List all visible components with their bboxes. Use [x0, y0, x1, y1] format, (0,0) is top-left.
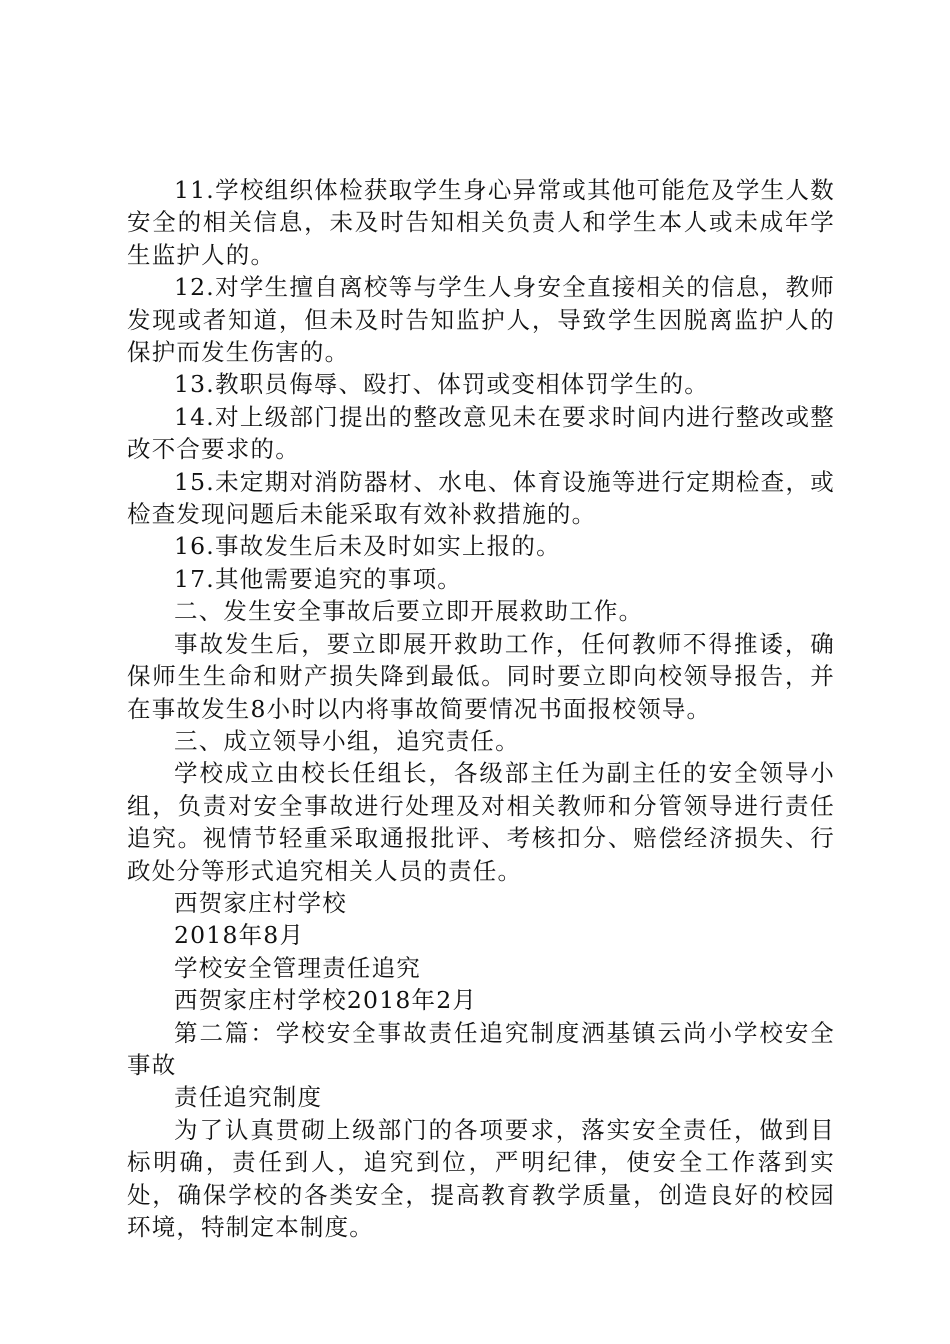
section-heading-3: 三、成立领导小组，追究责任。: [174, 726, 520, 755]
section-heading-2: 二、发生安全事故后要立即开展救助工作。: [174, 597, 644, 626]
part-two-intro: 为了认真贯砌上级部门的各项要求，落实安全责任，做到目标明确，责任到人，追究到位，严明纪律，使安全工作落到实处，确保学校的各类安全，提高教育教学质量，创造良好的校园环境，特制定本制度。: [127, 1115, 835, 1241]
paragraph-item-17: 17.其他需要追究的事项。: [174, 564, 462, 593]
document-body: [127, 174, 835, 1243]
paragraph-item-12: 12.对学生擅自离校等与学生人身安全直接相关的信息，教师发现或者知道，但未及时告知监护人，导致学生因脱离监护人的保护而发生伤害的。: [127, 273, 835, 367]
document-school-date: 西贺家庄村学校2018年2月: [174, 986, 478, 1015]
part-two-heading: 第二篇：学校安全事故责任追究制度洒基镇云尚小学校安全事故: [127, 1018, 835, 1079]
section-3-body: 学校成立由校长任组长，各级部主任为副主任的安全领导小组，负责对安全事故进行处理及对相关教师和分管领导进行责任追究。视情节轻重采取通报批评、考核扣分、赔偿经济损失、行政处分等形式追究相关人员的责任。: [127, 759, 835, 885]
paragraph-item-15: 15.未定期对消防器材、水电、体育设施等进行定期检查，或检查发现问题后未能采取有效补救措施的。: [127, 467, 835, 529]
paragraph-item-13: 13.教职员侮辱、殴打、体罚或变相体罚学生的。: [174, 370, 709, 399]
part-two-subtitle: 责任追究制度: [174, 1083, 323, 1112]
paragraph-item-14: 14.对上级部门提出的整改意见未在要求时间内进行整改或整改不合要求的。: [127, 402, 835, 464]
document-title: 学校安全管理责任追究: [174, 953, 421, 982]
signature-date: 2018年8月: [174, 921, 305, 950]
paragraph-item-11: 11.学校组织体检获取学生身心异常或其他可能危及学生人数安全的相关信息，未及时告知相关负责人和学生本人或未成年学生监护人的。: [127, 176, 835, 269]
section-2-body: 事故发生后，要立即展开救助工作，任何教师不得推诿，确保师生生命和财产损失降到最低。同时要立即向校领导报告，并在事故发生8小时以内将事故简要情况书面报校领导。: [127, 629, 835, 723]
signature-school: 西贺家庄村学校: [174, 888, 347, 917]
paragraph-item-16: 16.事故发生后未及时如实上报的。: [174, 532, 561, 561]
